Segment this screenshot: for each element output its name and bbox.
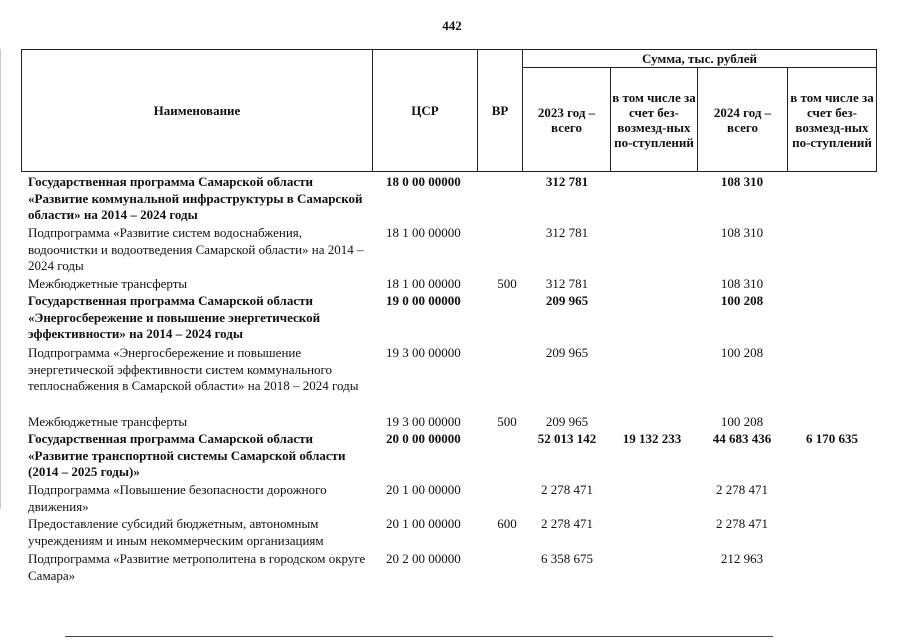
row-name: Подпрограмма «Повышение безопасности дорожного движения»: [28, 482, 327, 514]
header-col-2023-free: в том числе за счет без-возмезд-ных по-ступлений: [610, 67, 698, 172]
row-2024: 2 278 471: [716, 516, 768, 531]
row-2024: 44 683 436: [712, 431, 772, 446]
row-2023: 312 781: [545, 276, 589, 291]
row-name: Предоставление субсидий бюджетным, автономным учреждениям и иным некоммерческим организациям: [28, 516, 324, 548]
header-csr: ЦСР: [372, 49, 478, 172]
row-name: Подпрограмма «Развитие систем водоснабжения, водоочистки и водоотведения Самарской области» на 2014 – 2024 годы: [28, 225, 364, 273]
page-number: 442: [442, 18, 462, 33]
row-2023: 209 965: [545, 293, 589, 308]
row-2024-free: 6 170 635: [806, 431, 858, 446]
row-name: Государственная программа Самарской области «Энергосбережение и повышение энергетической эффективности» на 2014 – 2024 годы: [28, 293, 321, 341]
row-2023: 209 965: [545, 345, 589, 360]
row-2023: 209 965: [545, 414, 589, 429]
row-2023: 2 278 471: [541, 516, 593, 531]
table-header: [21, 49, 877, 172]
row-csr: 18 1 00 00000: [386, 276, 461, 291]
row-2023: 2 278 471: [541, 482, 593, 497]
row-2024: 108 310: [720, 276, 764, 291]
header-col-2024: 2024 год – всего: [697, 67, 788, 172]
header-col-2024-free: в том числе за счет без-возмезд-ных по-ступлений: [787, 67, 877, 172]
row-2024: 100 208: [720, 345, 764, 360]
row-name: Государственная программа Самарской области «Развитие транспортной системы Самарской области (2014 – 2025 годы)»: [28, 431, 346, 479]
row-2024: 212 963: [720, 551, 764, 566]
row-2024: 108 310: [720, 174, 764, 189]
row-csr: 19 3 00 00000: [386, 414, 461, 429]
row-vr: 500: [497, 276, 517, 291]
page-edge: [0, 49, 1, 509]
row-csr: 20 1 00 00000: [386, 482, 461, 497]
row-2024: 2 278 471: [716, 482, 768, 497]
row-2023: 312 781: [545, 225, 589, 240]
row-name: Государственная программа Самарской области «Развитие коммунальной инфраструктуры в Самарской области» на 2014 – 2024 годы: [28, 174, 363, 222]
row-name: Подпрограмма «Развитие метрополитена в городском округе Самара»: [28, 551, 366, 583]
row-vr: 600: [497, 516, 517, 531]
row-csr: 18 0 00 00000: [386, 174, 461, 189]
row-vr: 500: [497, 414, 517, 429]
row-csr: 20 0 00 00000: [386, 431, 461, 446]
row-csr: 19 0 00 00000: [386, 293, 461, 308]
row-2023: 6 358 675: [541, 551, 593, 566]
row-name: Межбюджетные трансферты: [28, 276, 188, 291]
header-sum-title: Сумма, тыс. рублей: [522, 49, 877, 68]
row-2024: 100 208: [720, 414, 764, 429]
row-name: Межбюджетные трансферты: [28, 414, 188, 429]
row-csr: 18 1 00 00000: [386, 225, 461, 240]
header-vr: ВР: [477, 49, 523, 172]
row-2023-free: 19 132 233: [622, 431, 682, 446]
row-csr: 19 3 00 00000: [386, 345, 461, 360]
row-csr: 20 1 00 00000: [386, 516, 461, 531]
footer-divider: [65, 636, 773, 637]
row-name: Подпрограмма «Энергосбережение и повышение энергетической эффективности систем коммунального теплоснабжения в Самарской области» на 2018 – 2024 годы: [28, 345, 359, 393]
header-name: Наименование: [21, 49, 373, 172]
header-col-2023: 2023 год – всего: [522, 67, 611, 172]
row-2024: 100 208: [720, 293, 764, 308]
row-2023: 312 781: [545, 174, 589, 189]
row-2023: 52 013 142: [537, 431, 597, 446]
row-csr: 20 2 00 00000: [386, 551, 461, 566]
row-2024: 108 310: [720, 225, 764, 240]
